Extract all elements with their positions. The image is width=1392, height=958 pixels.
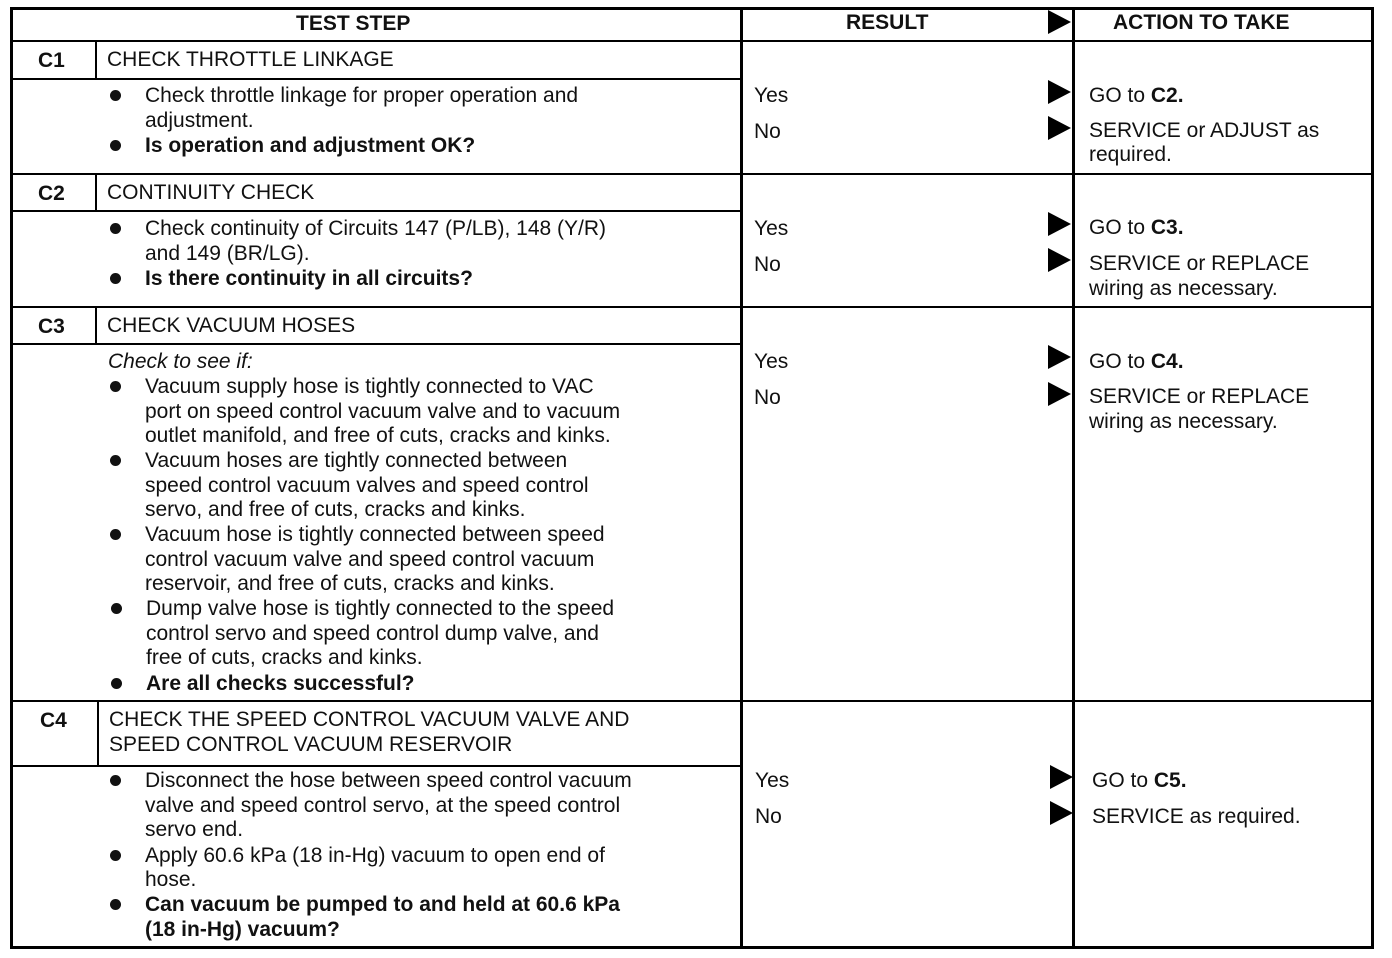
arrow-right-icon (1048, 382, 1071, 406)
bullet-icon (111, 603, 122, 614)
bullet-icon (110, 223, 121, 234)
step-text: Vacuum supply hose is tightly connected to VAC (145, 375, 594, 398)
step-id: C4 (40, 709, 67, 732)
step-title: CHECK THE SPEED CONTROL VACUUM VALVE AND (109, 708, 630, 731)
result-yes: Yes (754, 84, 789, 107)
bullet-icon (111, 678, 122, 689)
step-question: (18 in-Hg) vacuum? (145, 918, 340, 941)
step-question: Can vacuum be pumped to and held at 60.6 kPa (145, 893, 620, 916)
action-no: required. (1089, 143, 1172, 166)
result-yes: Yes (755, 769, 790, 792)
arrow-right-icon (1050, 765, 1073, 789)
step-text: and 149 (BR/LG). (145, 242, 310, 265)
bullet-icon (110, 140, 121, 151)
step-ref: C2. (1150, 84, 1184, 107)
action-no: SERVICE or ADJUST as (1089, 119, 1320, 142)
action-yes (1089, 216, 1184, 241)
arrow-right-icon (1050, 801, 1073, 825)
step-ref: C5. (1153, 769, 1187, 792)
result-yes: Yes (754, 217, 789, 240)
action-yes (1089, 84, 1184, 109)
action-no: SERVICE as required. (1092, 805, 1301, 828)
step-question: Are all checks successful? (146, 672, 415, 695)
action-text: GO to (1089, 350, 1151, 373)
step-title: CHECK THROTTLE LINKAGE (107, 48, 394, 71)
step-text: hose. (145, 868, 197, 891)
action-text: GO to (1092, 769, 1154, 792)
bullet-icon (110, 775, 121, 786)
step-text: outlet manifold, and free of cuts, cracks and kinks. (145, 424, 611, 447)
bullet-icon (110, 899, 121, 910)
step-text: reservoir, and free of cuts, cracks and kinks. (145, 572, 555, 595)
result-no: No (755, 805, 782, 828)
arrow-right-icon (1048, 248, 1071, 272)
result-no: No (754, 120, 781, 143)
step-title: SPEED CONTROL VACUUM RESERVOIR (109, 733, 513, 756)
step-text: control servo and speed control dump valve, and (146, 622, 599, 645)
arrow-right-icon (1048, 80, 1071, 104)
step-intro: Check to see if: (108, 350, 253, 373)
step-text: port on speed control vacuum valve and to vacuum (145, 400, 621, 423)
step-question: Is operation and adjustment OK? (145, 134, 476, 157)
action-text: GO to (1089, 216, 1151, 239)
step-text: Dump valve hose is tightly connected to the speed (146, 597, 615, 620)
step-text: Vacuum hoses are tightly connected between (145, 449, 568, 472)
action-no: wiring as necessary. (1089, 277, 1278, 300)
step-text: Apply 60.6 kPa (18 in-Hg) vacuum to open end of (145, 844, 605, 867)
step-text: servo, and free of cuts, cracks and kinks. (145, 498, 526, 521)
step-id: C2 (38, 182, 65, 205)
step-text: Vacuum hose is tightly connected between speed (145, 523, 605, 546)
header-test-step: TEST STEP (296, 12, 411, 35)
result-yes: Yes (754, 350, 789, 373)
step-text: valve and speed control servo, at the speed control (145, 794, 621, 817)
step-question: Is there continuity in all circuits? (145, 267, 473, 290)
step-text: Disconnect the hose between speed control vacuum (145, 769, 632, 792)
step-ref: C4. (1150, 350, 1184, 373)
arrow-right-icon (1048, 116, 1071, 140)
bullet-icon (110, 529, 121, 540)
bullet-icon (110, 90, 121, 101)
step-text: control vacuum valve and speed control vacuum (145, 548, 595, 571)
step-id: C1 (38, 49, 65, 72)
step-text: Check throttle linkage for proper operation and (145, 84, 579, 107)
step-title: CHECK VACUUM HOSES (107, 314, 356, 337)
step-id: C3 (38, 315, 65, 338)
bullet-icon (110, 273, 121, 284)
arrow-right-icon (1048, 10, 1071, 34)
action-text: GO to (1089, 84, 1151, 107)
action-no: SERVICE or REPLACE (1089, 385, 1310, 408)
step-text: free of cuts, cracks and kinks. (146, 646, 423, 669)
action-yes (1092, 769, 1187, 794)
step-text: Check continuity of Circuits 147 (P/LB), 148 (Y/R) (145, 217, 607, 240)
arrow-right-icon (1048, 212, 1071, 236)
action-no: wiring as necessary. (1089, 410, 1278, 433)
bullet-icon (110, 850, 121, 861)
step-text: adjustment. (145, 109, 254, 132)
step-text: servo end. (145, 818, 244, 841)
bullet-icon (110, 455, 121, 466)
step-text: speed control vacuum valves and speed control (145, 474, 589, 497)
bullet-icon (110, 381, 121, 392)
step-ref: C3. (1150, 216, 1184, 239)
result-no: No (754, 253, 781, 276)
action-yes (1089, 350, 1184, 375)
header-result: RESULT (846, 11, 929, 34)
header-action: ACTION TO TAKE (1113, 11, 1290, 34)
step-title: CONTINUITY CHECK (107, 181, 315, 204)
result-no: No (754, 386, 781, 409)
action-no: SERVICE or REPLACE (1089, 252, 1310, 275)
arrow-right-icon (1048, 345, 1071, 369)
